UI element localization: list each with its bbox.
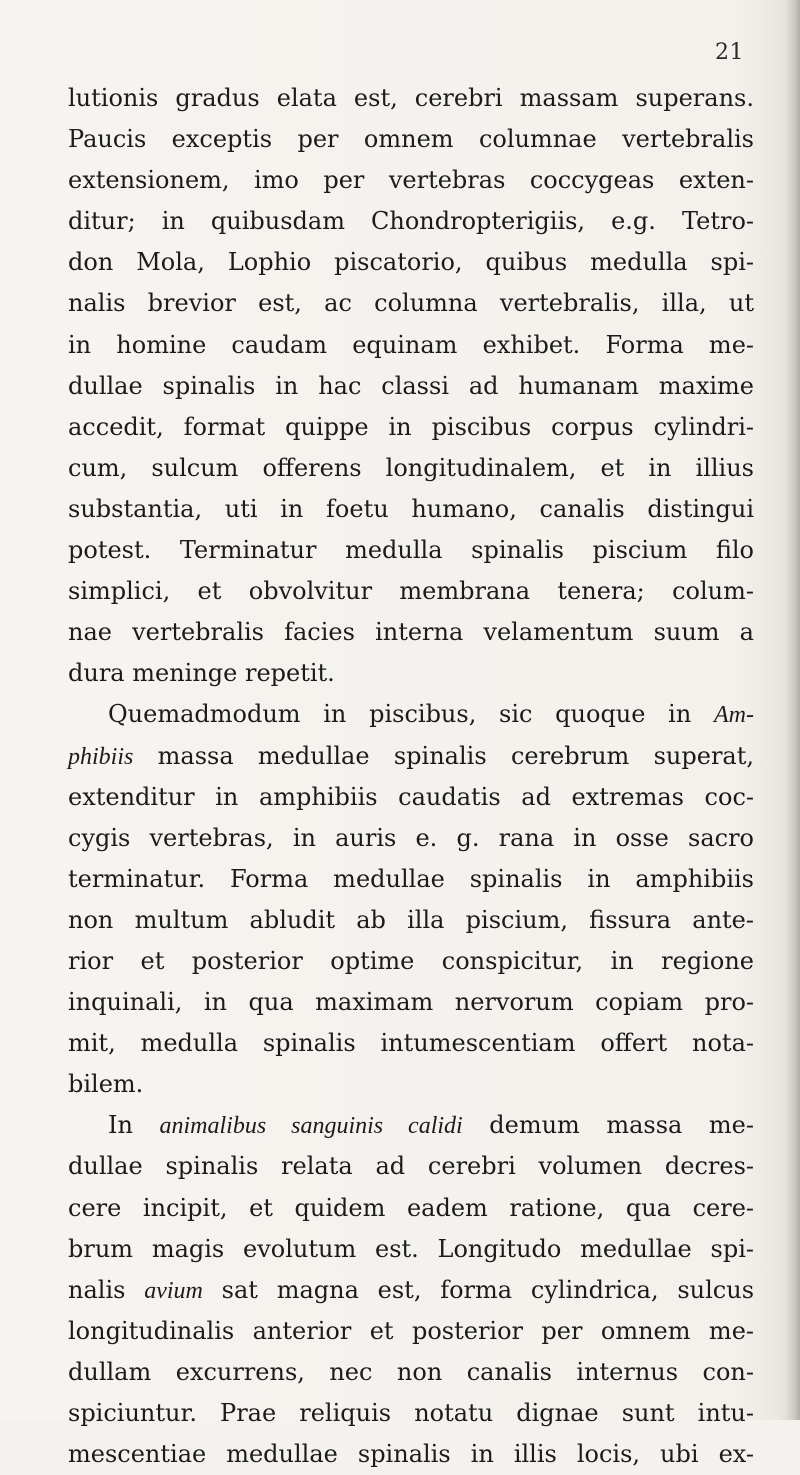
text-line bbox=[68, 736, 754, 777]
text-line-paragraph-start bbox=[68, 694, 754, 735]
text-line: cygis vertebras, in auris e. g. rana in osse sacro bbox=[68, 823, 754, 852]
text-line: don Mola, Lophio piscatorio, quibus medulla spi- bbox=[68, 248, 754, 277]
text-line: mit, medulla spinalis intumescentiam offert nota- bbox=[68, 1029, 754, 1058]
text-run: Quemadmodum in piscibus, sic quoque in bbox=[108, 700, 715, 729]
text-line: substantia, uti in foetu humano, canalis distingui bbox=[68, 494, 754, 523]
text-run: nalis bbox=[68, 1275, 145, 1304]
text-line: non multum abludit ab illa piscium, fissura ante- bbox=[68, 905, 754, 934]
text-line: cere incipit, et quidem eadem ratione, qua cere- bbox=[68, 1193, 754, 1222]
text-run: In bbox=[108, 1111, 160, 1140]
italic-term: phibiis bbox=[68, 743, 134, 770]
text-line: Paucis exceptis per omnem columnae vertebralis bbox=[68, 125, 754, 154]
text-run: demum massa me- bbox=[462, 1111, 754, 1140]
text-line: ditur; in quibusdam Chondropterigiis, e.g. Tetro- bbox=[68, 207, 754, 236]
text-line: potest. Terminatur medulla spinalis piscium filo bbox=[68, 536, 754, 565]
text-line: dullae spinalis in hac classi ad humanam maxime bbox=[68, 371, 754, 400]
text-line: brum magis evolutum est. Longitudo medullae spi- bbox=[68, 1234, 754, 1263]
text-line: nalis brevior est, ac columna vertebralis, illa, ut bbox=[68, 289, 754, 318]
text-line: simplici, et obvolvitur membrana tenera; colum- bbox=[68, 577, 754, 606]
text-line: terminatur. Forma medullae spinalis in amphibiis bbox=[68, 864, 754, 893]
text-line: dullam excurrens, nec non canalis internus con- bbox=[68, 1357, 754, 1386]
italic-term: animalibus sanguinis calidi bbox=[159, 1113, 463, 1140]
text-line: dullae spinalis relata ad cerebri volumen decres- bbox=[68, 1152, 754, 1181]
italic-term: Am- bbox=[714, 702, 754, 729]
page-number: 21 bbox=[715, 40, 744, 65]
text-line: bilem. bbox=[68, 1070, 144, 1099]
text-line: cum, sulcum offerens longitudinalem, et in illius bbox=[68, 453, 754, 482]
page-edge-shadow bbox=[786, 0, 800, 1420]
text-line bbox=[68, 1270, 754, 1311]
text-line-paragraph-start bbox=[68, 1105, 754, 1146]
text-line: dura meninge repetit. bbox=[68, 659, 335, 688]
body-text bbox=[68, 78, 754, 1475]
text-line: extenditur in amphibiis caudatis ad extremas coc- bbox=[68, 782, 754, 811]
italic-term: avium bbox=[144, 1277, 203, 1304]
text-run: sat magna est, forma cylindrica, sulcus bbox=[202, 1275, 755, 1304]
text-line: in homine caudam equinam exhibet. Forma me- bbox=[68, 330, 754, 359]
text-line: nae vertebralis facies interna velamentum suum a bbox=[68, 618, 754, 647]
text-line: lutionis gradus elata est, cerebri massam superans. bbox=[68, 84, 754, 112]
text-line: accedit, format quippe in piscibus corpus cylindri- bbox=[68, 412, 754, 441]
text-line: mescentiae medullae spinalis in illis locis, ubi ex- bbox=[68, 1440, 754, 1469]
text-run: massa medullae spinalis cerebrum superat, bbox=[133, 741, 754, 770]
text-line: spiciuntur. Prae reliquis notatu dignae sunt intu- bbox=[68, 1399, 754, 1427]
text-line: inquinali, in qua maximam nervorum copiam pro- bbox=[68, 988, 754, 1017]
text-line: rior et posterior optime conspicitur, in regione bbox=[68, 946, 754, 975]
text-line: extensionem, imo per vertebras coccygeas exten- bbox=[68, 166, 754, 195]
text-line: longitudinalis anterior et posterior per omnem me- bbox=[68, 1316, 754, 1345]
